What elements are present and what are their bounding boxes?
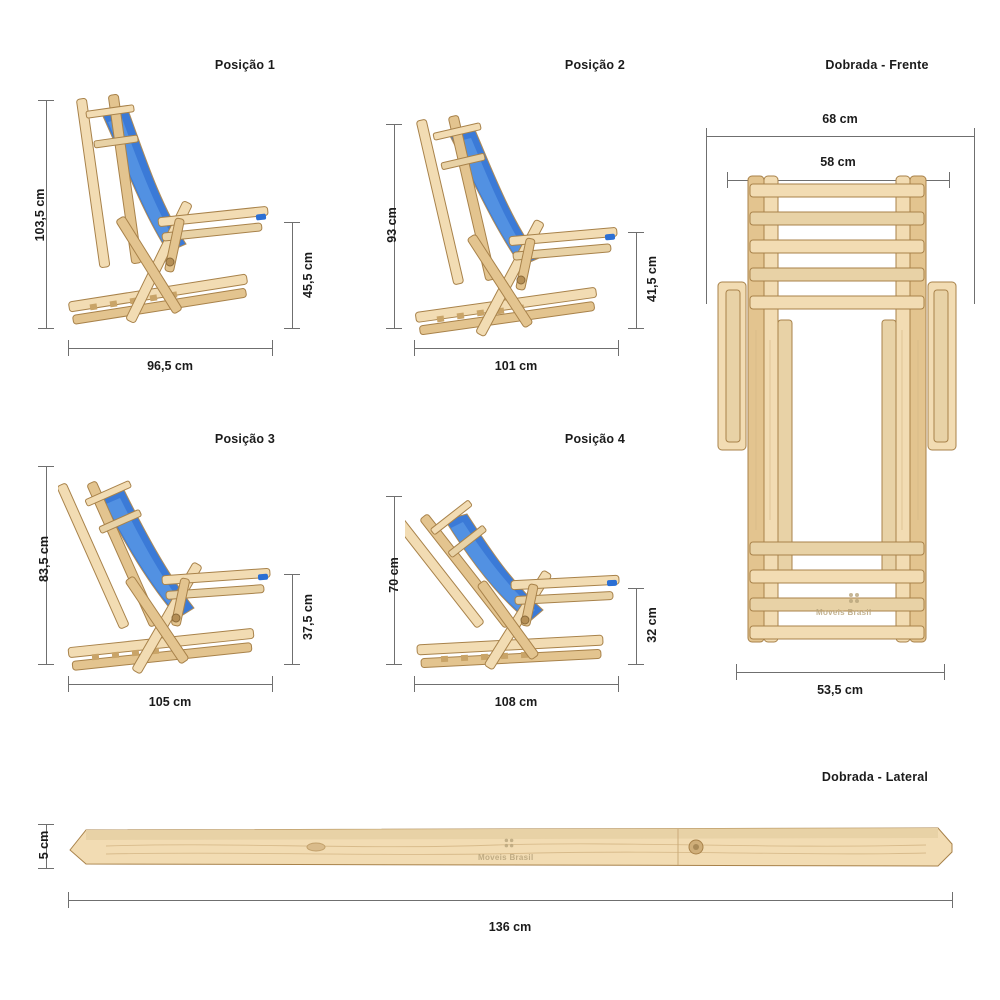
- chair-illustration-posicao-4: [405, 488, 635, 678]
- dim-line-width-p3: [68, 684, 272, 685]
- dim-label-width-p3: 105 cm: [148, 695, 192, 709]
- dim-line-bottom-width-df: [736, 672, 944, 673]
- dim-label-width-p4: 108 cm: [494, 695, 538, 709]
- dim-label-width-p1: 96,5 cm: [147, 359, 193, 373]
- dim-label-width-p2: 101 cm: [494, 359, 538, 373]
- dim-tick-top-p1: [38, 100, 54, 101]
- dim-label-outer-width-df: 68 cm: [822, 112, 858, 126]
- chair-illustration-posicao-3: [58, 460, 288, 680]
- dim-tick-bottom-p4: [386, 664, 402, 665]
- dim-line-width-p4: [414, 684, 618, 685]
- panel-title-posicao-2: Posição 2: [564, 58, 626, 72]
- dim-tick-bottom-p2: [386, 328, 402, 329]
- dim-tick-top-p3: [38, 466, 54, 467]
- dim-label-length-dl: 136 cm: [488, 920, 532, 934]
- dim-label-seat-p1: 45,5 cm: [301, 252, 315, 298]
- chair-illustration-posicao-2: [405, 104, 635, 354]
- dim-line-width-p1: [68, 348, 272, 349]
- watermark-logo-front: [846, 590, 862, 606]
- dim-label-height-p2: 93 cm: [385, 207, 399, 243]
- dim-tick-top-p2: [386, 124, 402, 125]
- panel-title-posicao-4: Posição 4: [564, 432, 626, 446]
- dim-tick-bottom-p3: [38, 664, 54, 665]
- dim-line-outer-width-df: [706, 136, 974, 137]
- dim-ext-right-df: [974, 136, 975, 304]
- folded-front-illustration: [712, 170, 962, 650]
- dim-line-length-dl: [68, 900, 952, 901]
- dim-tick-length-left-dl: [68, 892, 69, 908]
- dim-tick-top-p4: [386, 496, 402, 497]
- dim-label-height-p1: 103,5 cm: [33, 188, 47, 242]
- dim-tick-length-right-dl: [952, 892, 953, 908]
- dim-tick-bottom-p1: [38, 328, 54, 329]
- dim-line-seat-p4: [636, 588, 637, 664]
- panel-title-posicao-3: Posição 3: [214, 432, 276, 446]
- dim-line-seat-p3: [292, 574, 293, 664]
- dim-label-bottom-width-df: 53,5 cm: [817, 683, 863, 697]
- dim-line-seat-p1: [292, 222, 293, 328]
- dim-tick-right-p4: [618, 676, 619, 692]
- dim-label-seat-p2: 41,5 cm: [645, 256, 659, 302]
- dim-line-seat-p2: [636, 232, 637, 328]
- dim-label-thickness-dl: 5 cm: [37, 830, 51, 860]
- watermark-folded-front: Moveis Brasil: [816, 608, 872, 617]
- watermark-logo-side: [502, 836, 516, 850]
- dim-tick-left-p1: [68, 340, 69, 356]
- panel-title-dobrada-frente: Dobrada - Frente: [825, 58, 929, 72]
- dim-label-seat-p4: 32 cm: [645, 607, 659, 643]
- panel-title-dobrada-lateral: Dobrada - Lateral: [821, 770, 929, 784]
- dim-ext-left-df: [706, 136, 707, 304]
- panel-title-posicao-1: Posição 1: [214, 58, 276, 72]
- chair-illustration-posicao-1: [58, 92, 288, 342]
- dim-label-height-p4: 70 cm: [387, 557, 401, 593]
- dim-label-height-p3: 83,5 cm: [37, 536, 51, 582]
- dim-tick-right-p1: [272, 340, 273, 356]
- dim-label-inner-width-df: 58 cm: [820, 155, 856, 169]
- dim-tick-bottom-left-df: [736, 664, 737, 680]
- dim-tick-left-p4: [414, 676, 415, 692]
- dim-tick-bottom-right-df: [944, 664, 945, 680]
- watermark-folded-side: Moveis Brasil: [478, 853, 534, 862]
- dim-label-seat-p3: 37,5 cm: [301, 594, 315, 640]
